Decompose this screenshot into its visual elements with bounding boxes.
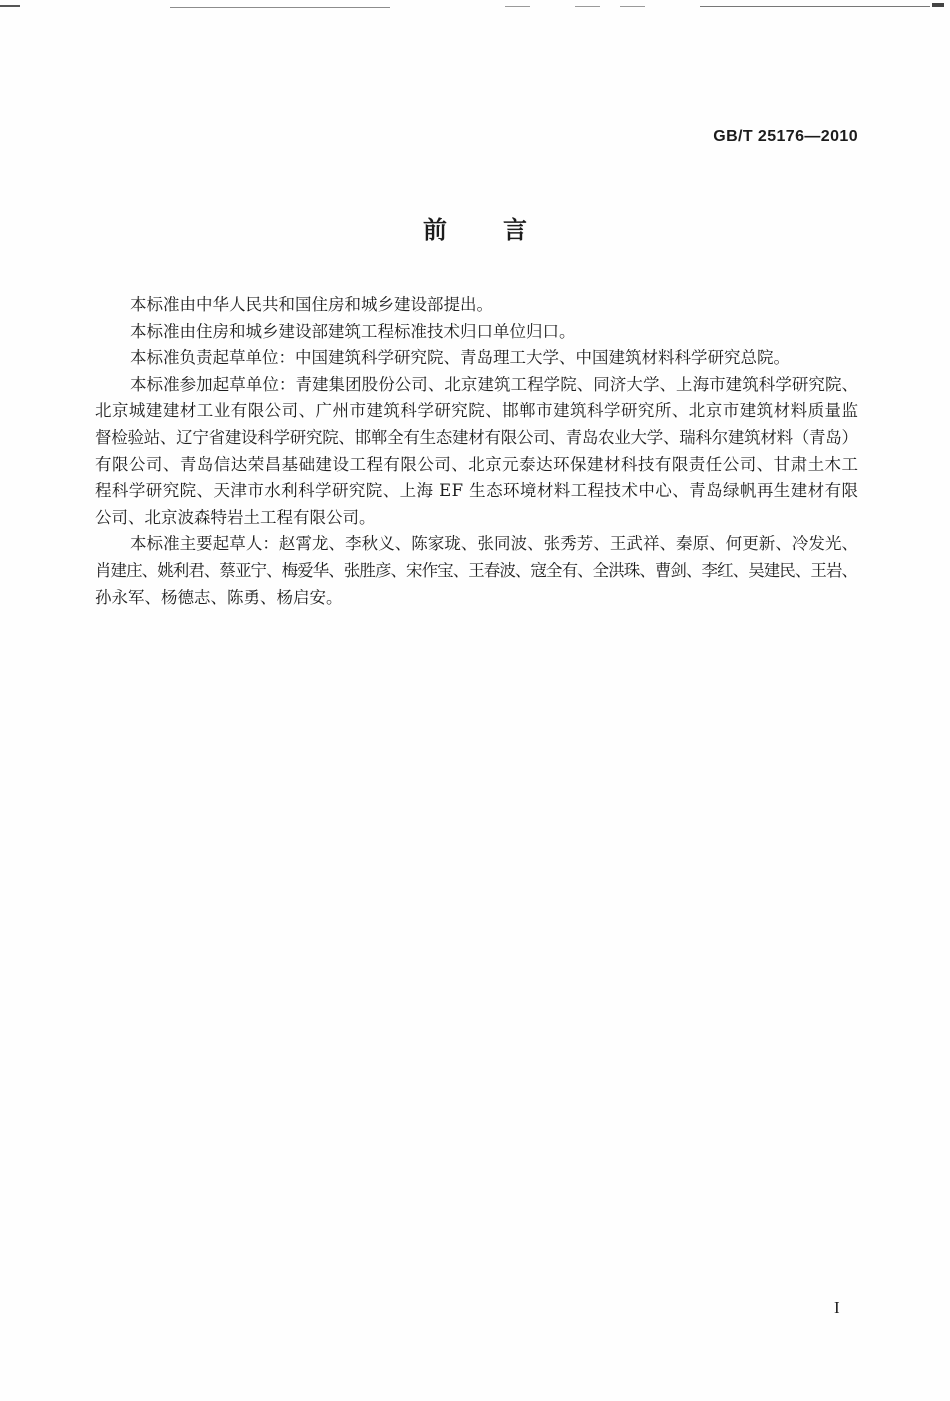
paragraph-main-drafters [95,531,858,611]
text-line: 本标准负责起草单位：中国建筑科学研究院、青岛理工大学、中国建筑材料科学研究总院。 [130,348,790,368]
scan-edge-mark [620,6,645,7]
text-line: 肖建庄、姚利君、蔡亚宁、梅爱华、张胜彦、宋作宝、王春波、寇全有、全洪珠、曹剑、李红、吴建民、王岩、 [95,560,858,580]
text-line: 本标准主要起草人：赵霄龙、李秋义、陈家珑、张同波、张秀芳、王武祥、秦原、何更新、冷发光、 [130,534,859,554]
text-line: 本标准参加起草单位：青建集团股份公司、北京建筑工程学院、同济大学、上海市建筑科学研究院、 [130,374,859,394]
scan-edge-mark [932,3,944,7]
foreword-body [95,292,858,611]
text-line: 公司、北京波森特岩土工程有限公司。 [95,507,376,527]
scan-edge-mark [505,6,530,7]
scan-edge-mark [170,7,390,8]
standard-code: GB/T 25176—2010 [713,128,858,145]
text-line: 本标准由住房和城乡建设部建筑工程标准技术归口单位归口。 [130,321,576,341]
paragraph-centralized-unit [95,319,858,346]
paragraph-participating-drafters [95,372,858,532]
text-line: 本标准由中华人民共和国住房和城乡建设部提出。 [130,295,493,314]
page-title: 前 言 [423,216,543,244]
paragraph-responsible-drafters [95,345,858,372]
page-number: I [834,1298,840,1317]
text-line: 有限公司、青岛信达荣昌基础建设工程有限公司、北京元泰达环保建材科技有限责任公司、甘肃土木工 [95,454,859,474]
text-line: 督检验站、辽宁省建设科学研究院、邯郸全有生态建材有限公司、青岛农业大学、瑞科尔建筑材料（青岛） [95,427,858,447]
text-line: 孙永军、杨德志、陈勇、杨启安。 [95,587,343,607]
text-line: 程科学研究院、天津市水利科学研究院、上海 EF 生态环境材料工程技术中心、青岛绿帆再生建材有限 [95,481,859,501]
scan-edge-mark [700,6,930,7]
scan-edge-mark [0,5,20,7]
paragraph-proposer [95,292,858,319]
scan-edge-mark [575,6,600,7]
text-line: 北京城建建材工业有限公司、广州市建筑科学研究院、邯郸市建筑科学研究所、北京市建筑材料质量监 [95,401,859,421]
